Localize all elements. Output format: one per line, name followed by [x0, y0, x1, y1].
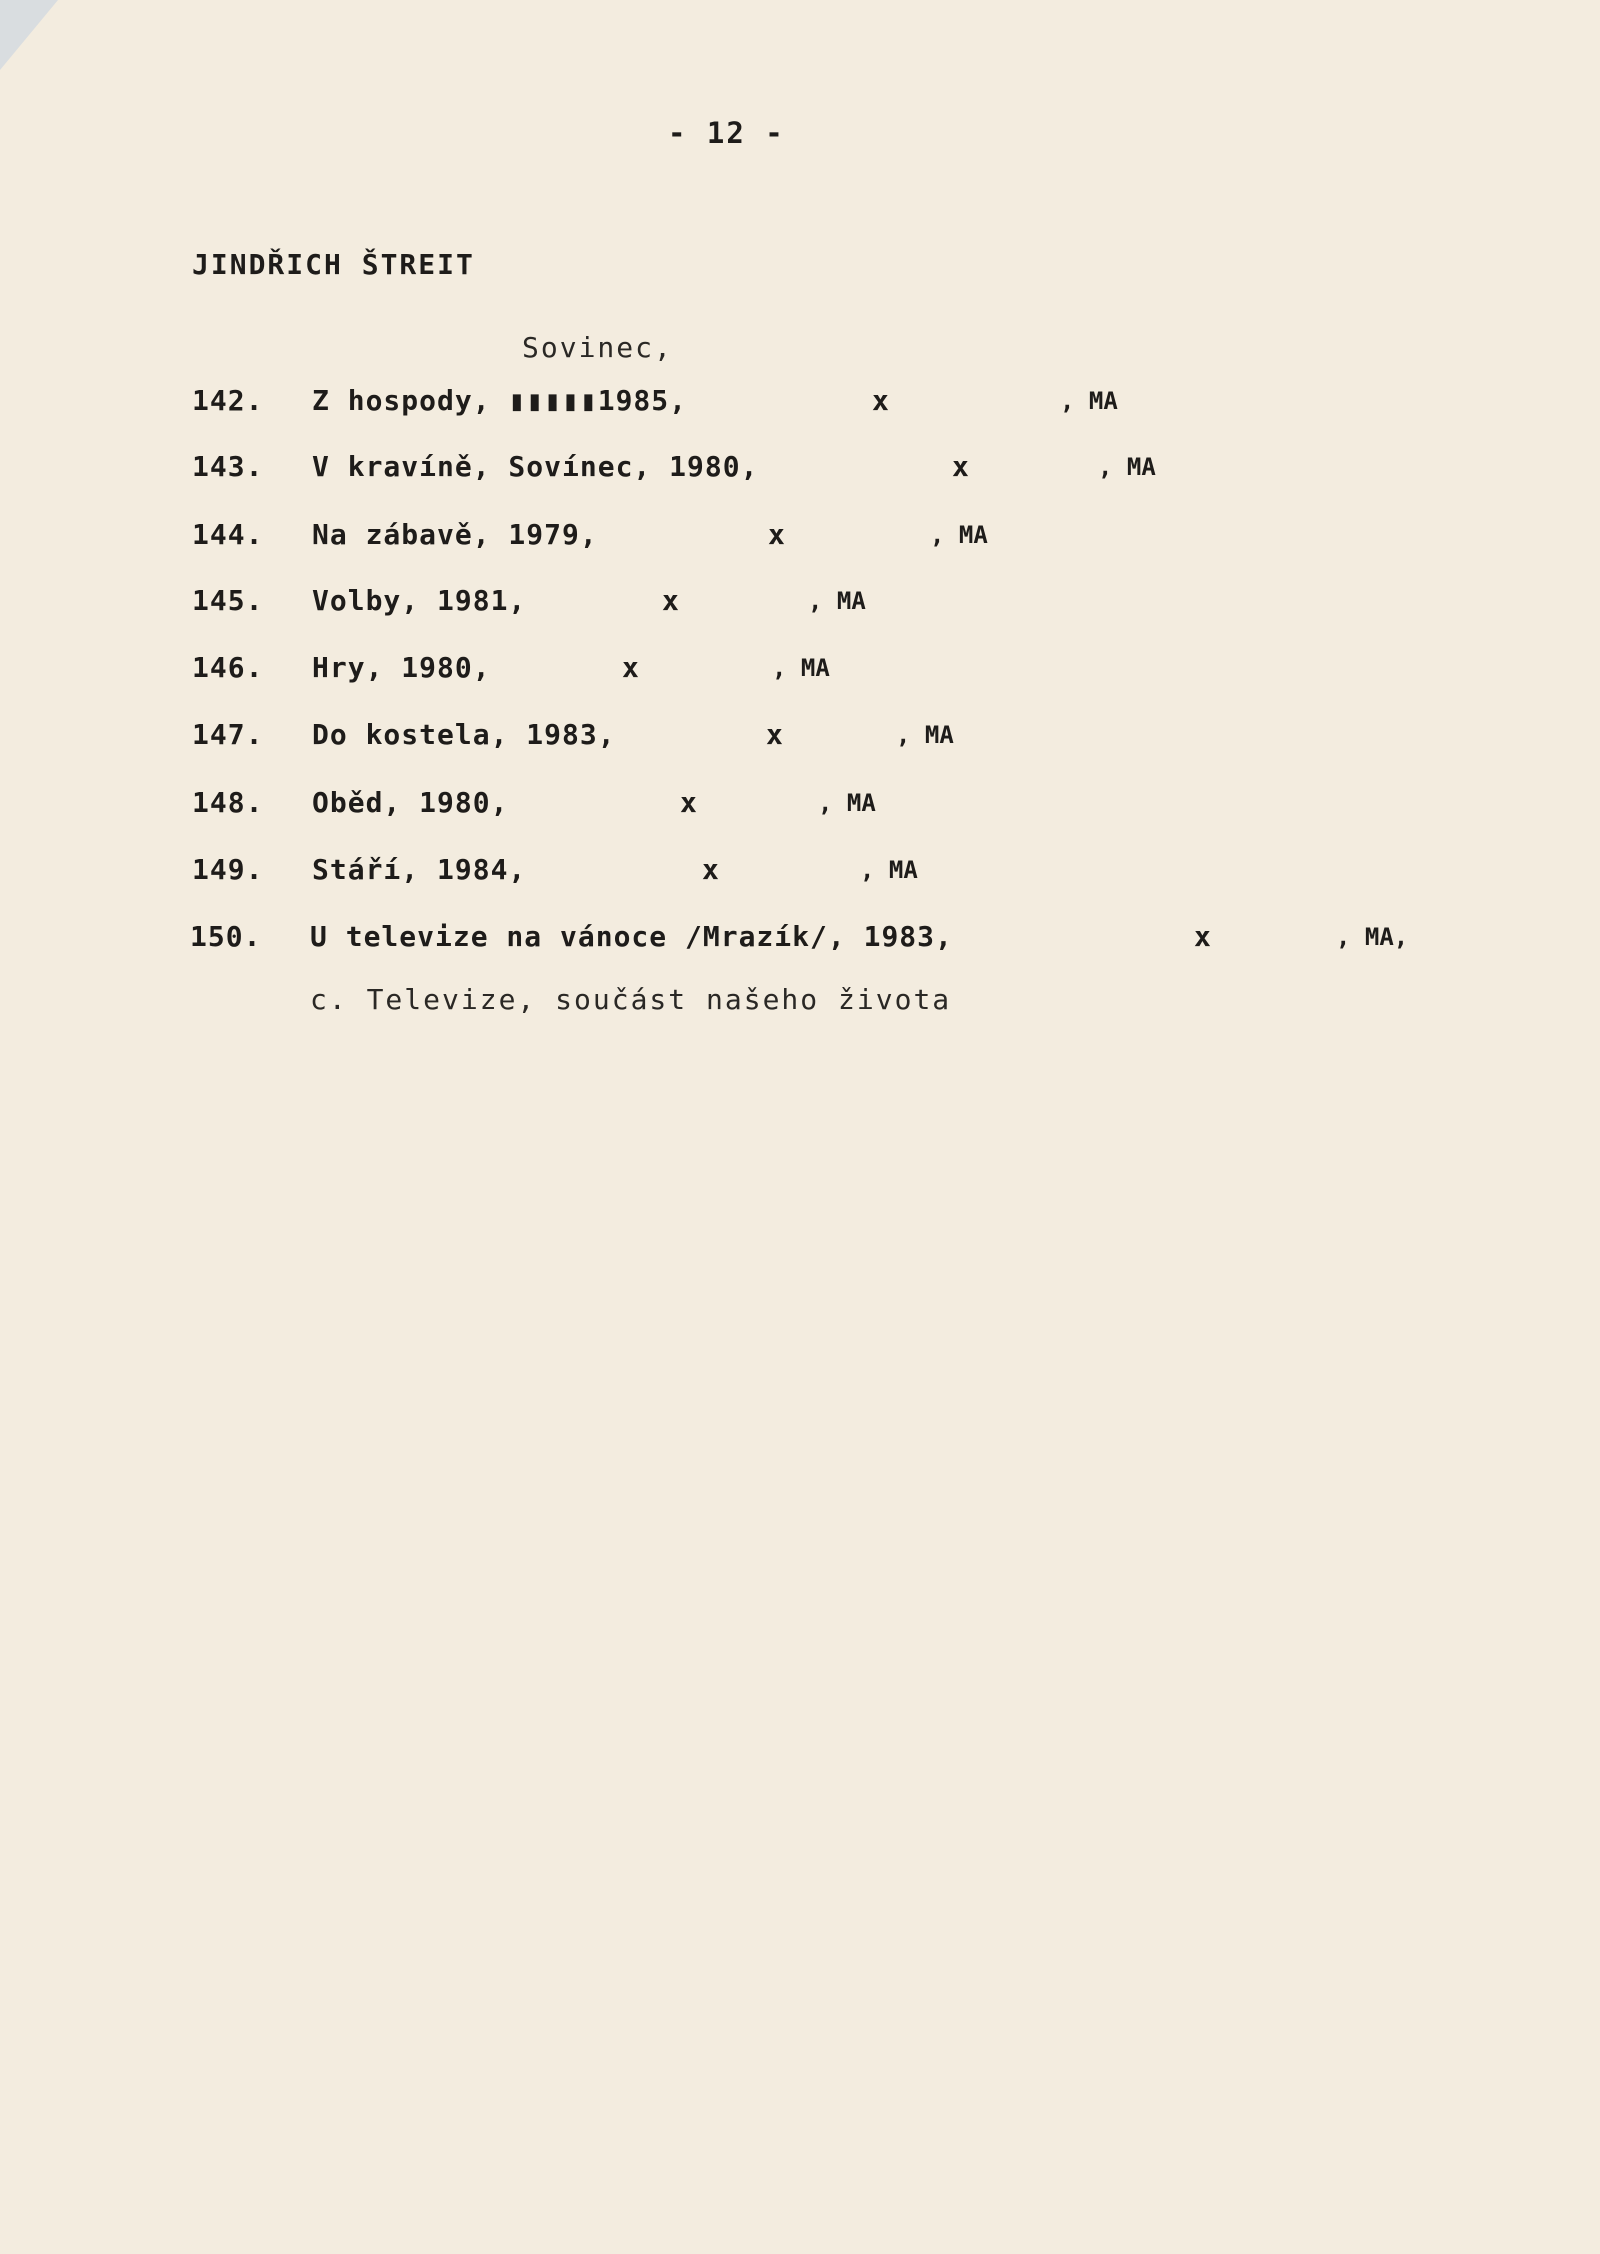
entry-number: 144.	[192, 518, 264, 551]
entry-mark: x	[766, 718, 783, 751]
entry-number: 146.	[192, 651, 264, 684]
entry-mark: x	[622, 651, 639, 684]
entry-ma: , MA	[860, 856, 918, 884]
entry-ma: , MA,	[1336, 923, 1409, 951]
entry-title: Z hospody, ▮▮▮▮▮1985,	[312, 384, 688, 417]
entry-number: 149.	[192, 853, 264, 886]
entry-number: 147.	[192, 718, 264, 751]
entry-title: Stáří, 1984,	[312, 853, 527, 886]
entry-mark: x	[702, 853, 719, 886]
entry-number: 142.	[192, 384, 264, 417]
entry-ma: , MA	[818, 789, 876, 817]
entry-title: Na zábavě, 1979,	[312, 518, 598, 551]
entry-ma: , MA	[1098, 453, 1156, 481]
entry-title: Oběd, 1980,	[312, 786, 509, 819]
entry-ma: , MA	[772, 654, 830, 682]
entry-ma: , MA	[896, 721, 954, 749]
entry-ma: , MA	[1060, 387, 1118, 415]
entry-mark: x	[1194, 920, 1211, 953]
entry-number: 145.	[192, 584, 264, 617]
entry-number: 148.	[192, 786, 264, 819]
entry-mark: x	[680, 786, 697, 819]
entry-mark: x	[872, 384, 889, 417]
entry-title: Do kostela, 1983,	[312, 718, 616, 751]
entry-ma: , MA	[930, 521, 988, 549]
entry-title: V kravíně, Sovínec, 1980,	[312, 450, 759, 483]
entry-mark: x	[952, 450, 969, 483]
entry-ma: , MA	[808, 587, 866, 615]
page-corner-fold	[0, 0, 58, 70]
entry-title: Volby, 1981,	[312, 584, 527, 617]
entry-mark: x	[768, 518, 785, 551]
entry-number: 143.	[192, 450, 264, 483]
entry-number: 150.	[190, 920, 262, 953]
author-heading: JINDŘICH ŠTREIT	[192, 248, 475, 281]
entry-title: Hry, 1980,	[312, 651, 491, 684]
location-line: Sovinec,	[522, 331, 673, 364]
entry-title: U televize na vánoce /Mrazík/, 1983,	[310, 920, 953, 953]
entry-150-continuation: c. Televize, součást našeho života	[310, 983, 952, 1016]
entry-mark: x	[662, 584, 679, 617]
page-number: - 12 -	[668, 116, 785, 150]
